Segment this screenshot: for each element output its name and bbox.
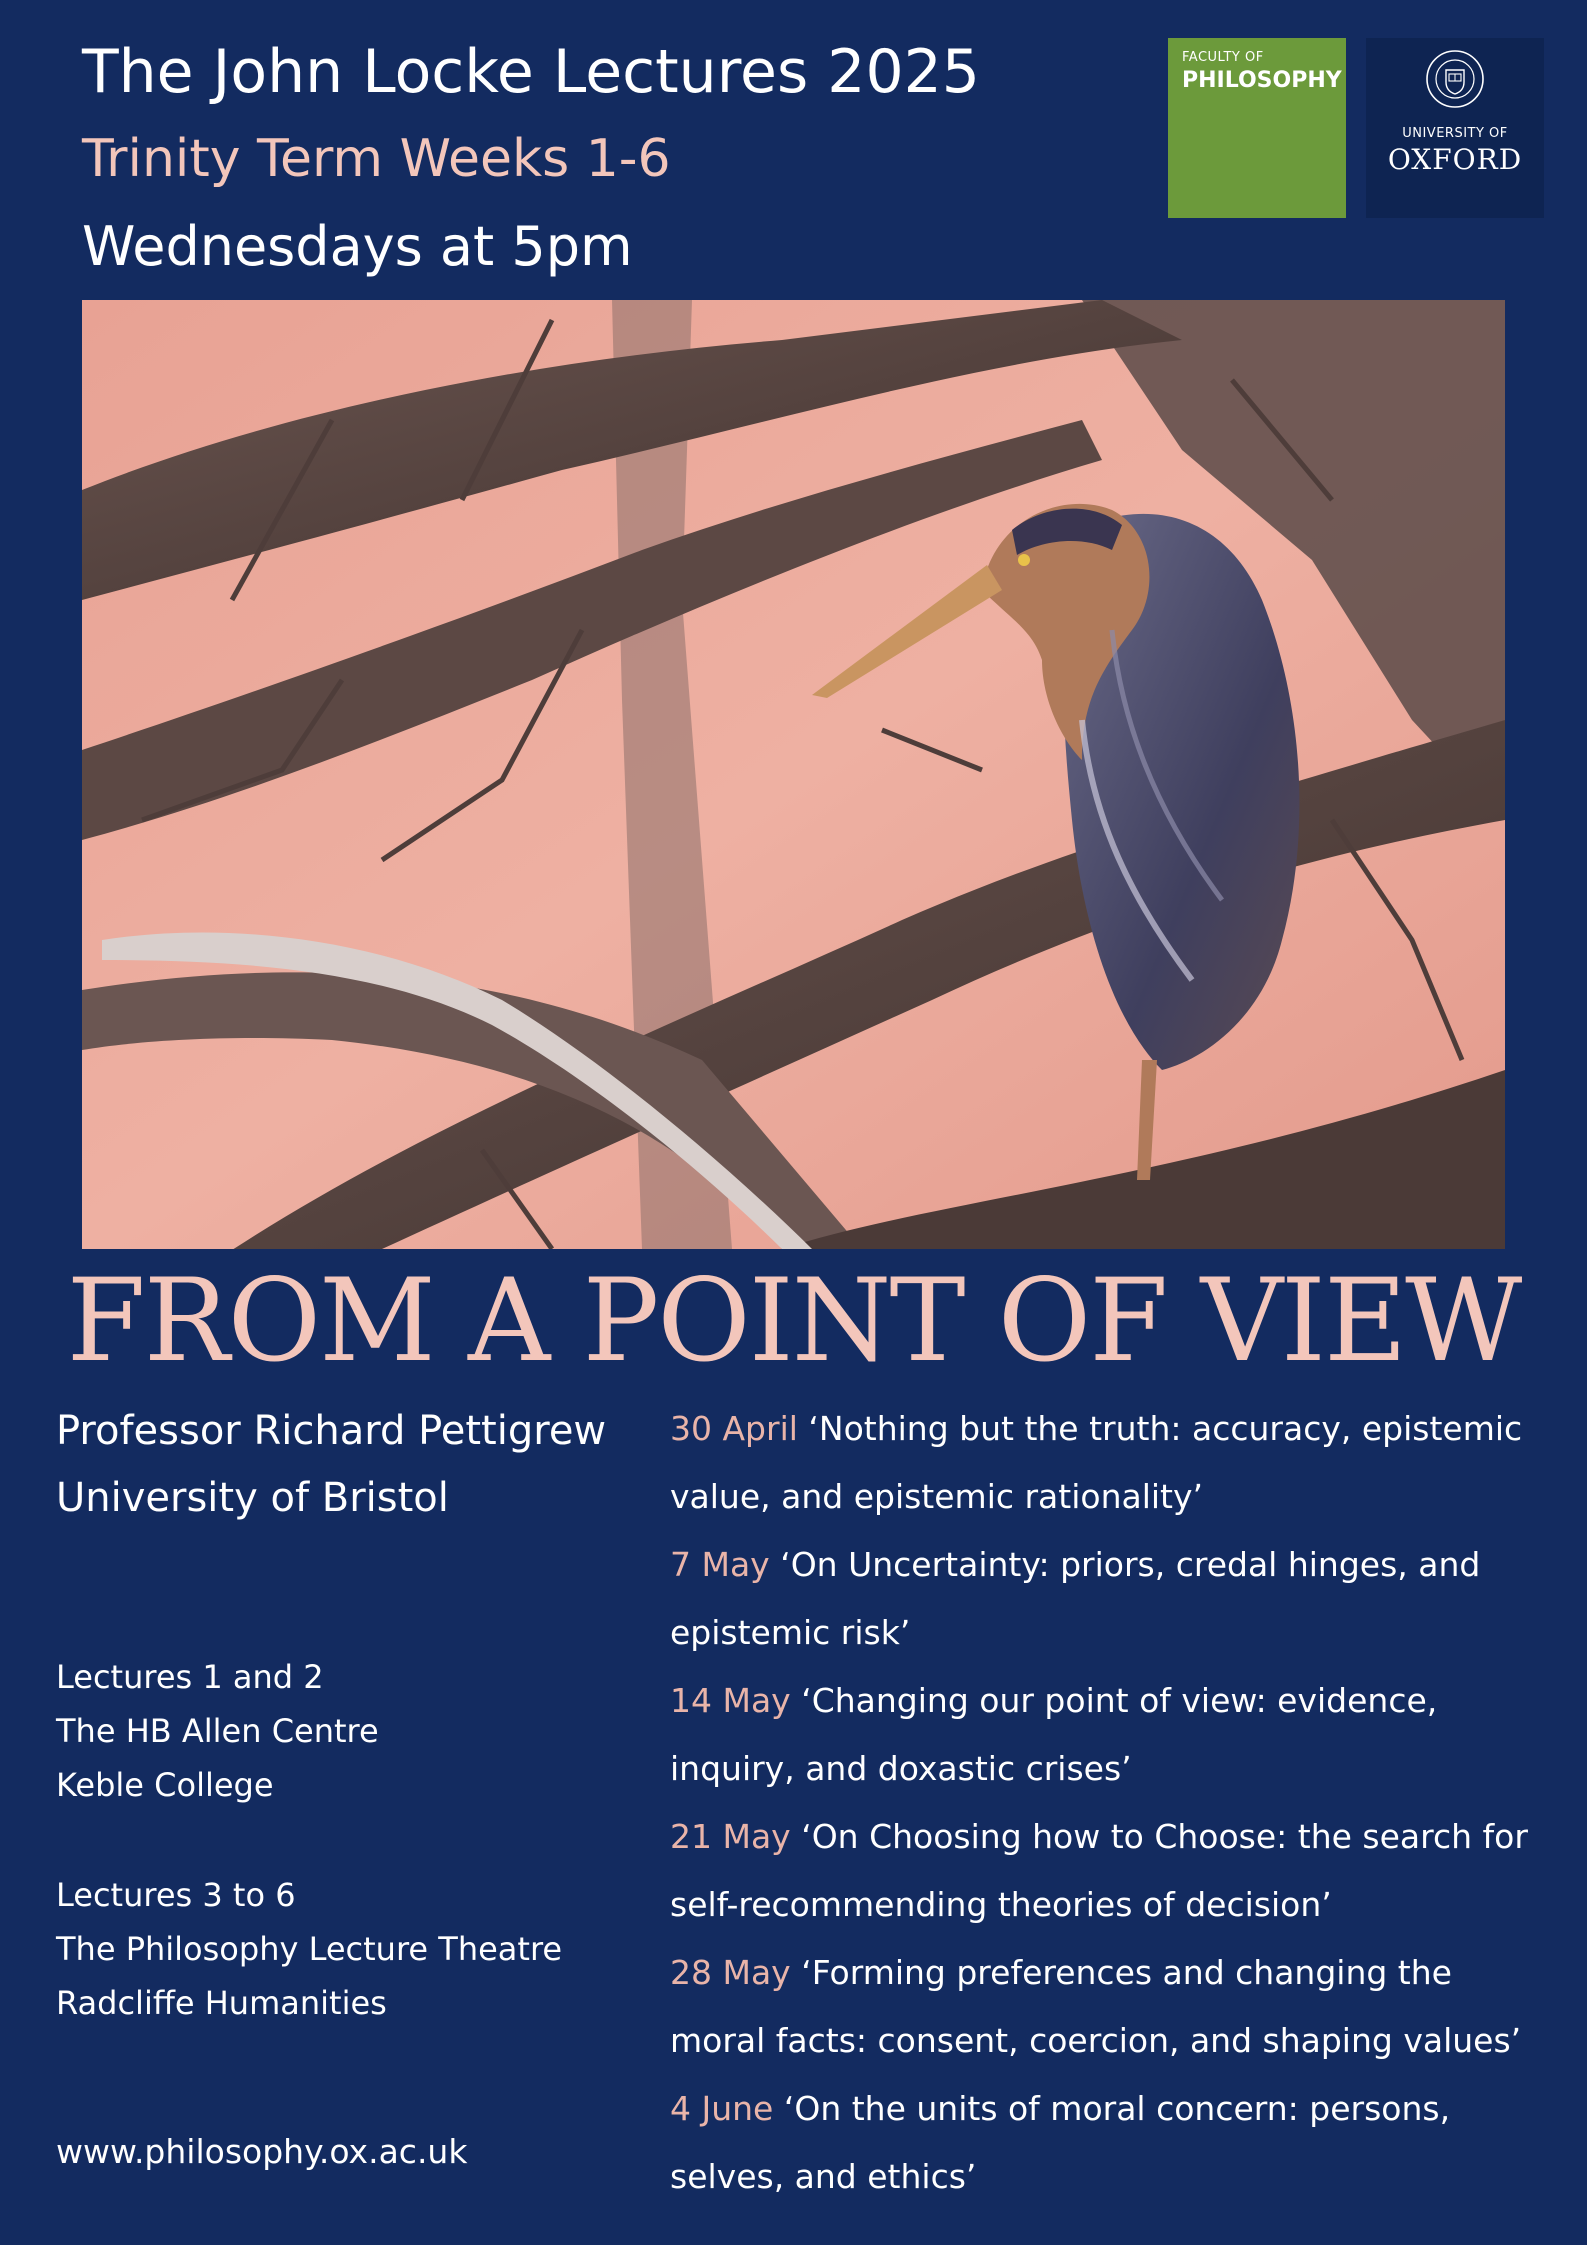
lecture-date: 30 April — [670, 1409, 798, 1448]
venue-line: Lectures 3 to 6 — [56, 1876, 296, 1914]
lecture-entry — [670, 1939, 1550, 2075]
venue-line: The HB Allen Centre — [56, 1712, 379, 1750]
oxford-logo-line1: UNIVERSITY OF — [1402, 126, 1508, 141]
term-subtitle: Trinity Term Weeks 1-6 — [82, 129, 671, 189]
faculty-of-philosophy-logo — [1168, 38, 1346, 218]
venue-block-2 — [56, 1868, 562, 2030]
lecture-entry — [670, 1667, 1550, 1803]
lecture-entry — [670, 1803, 1550, 1939]
lecture-schedule — [670, 1395, 1550, 2211]
venue-line: The Philosophy Lecture Theatre — [56, 1930, 563, 1968]
faculty-logo-line2: PHILOSOPHY — [1182, 67, 1342, 93]
lecture-date: 7 May — [670, 1545, 770, 1584]
lecture-title: ‘On Choosing how to Choose: the search for self-recommending theories of decision’ — [670, 1817, 1528, 1924]
series-title: The John Locke Lectures 2025 — [82, 37, 980, 107]
faculty-logo-line1: FACULTY OF — [1182, 50, 1264, 65]
lecture-date: 14 May — [670, 1681, 791, 1720]
website-link[interactable]: www.philosophy.ox.ac.uk — [56, 2132, 468, 2171]
oxford-logo-line2: OXFORD — [1387, 143, 1523, 176]
speaker-name: Professor Richard Pettigrew — [56, 1408, 607, 1454]
lecture-title: ‘On the units of moral concern: persons, selves, and ethics’ — [670, 2089, 1451, 2196]
lecture-title: ‘On Uncertainty: priors, credal hinges, and epistemic risk’ — [670, 1545, 1481, 1652]
university-of-oxford-logo — [1366, 38, 1544, 218]
lecture-entry — [670, 1531, 1550, 1667]
lecture-date: 21 May — [670, 1817, 791, 1856]
lecture-series-title: FROM A POINT OF VIEW — [66, 1254, 1521, 1387]
lecture-entry — [670, 2075, 1550, 2211]
venue-block-1 — [56, 1650, 379, 1812]
speaker-affiliation: University of Bristol — [56, 1475, 449, 1521]
lecture-title: ‘Changing our point of view: evidence, inquiry, and doxastic crises’ — [670, 1681, 1438, 1788]
venue-line: Radcliffe Humanities — [56, 1984, 387, 2022]
speaker-block — [56, 1398, 606, 1532]
lecture-date: 4 June — [670, 2089, 774, 2128]
time-subtitle: Wednesdays at 5pm — [82, 215, 633, 278]
lecture-date: 28 May — [670, 1953, 791, 1992]
lecture-title: ‘Nothing but the truth: accuracy, epistemic value, and epistemic rationality’ — [670, 1409, 1523, 1516]
venue-line: Lectures 1 and 2 — [56, 1658, 324, 1696]
venue-line: Keble College — [56, 1766, 274, 1804]
heron-on-branch-photo — [82, 300, 1505, 1249]
oxford-crest-icon — [1424, 48, 1486, 110]
lecture-title: ‘Forming preferences and changing the moral facts: consent, coercion, and shaping values’ — [670, 1953, 1522, 2060]
lecture-entry — [670, 1395, 1550, 1531]
